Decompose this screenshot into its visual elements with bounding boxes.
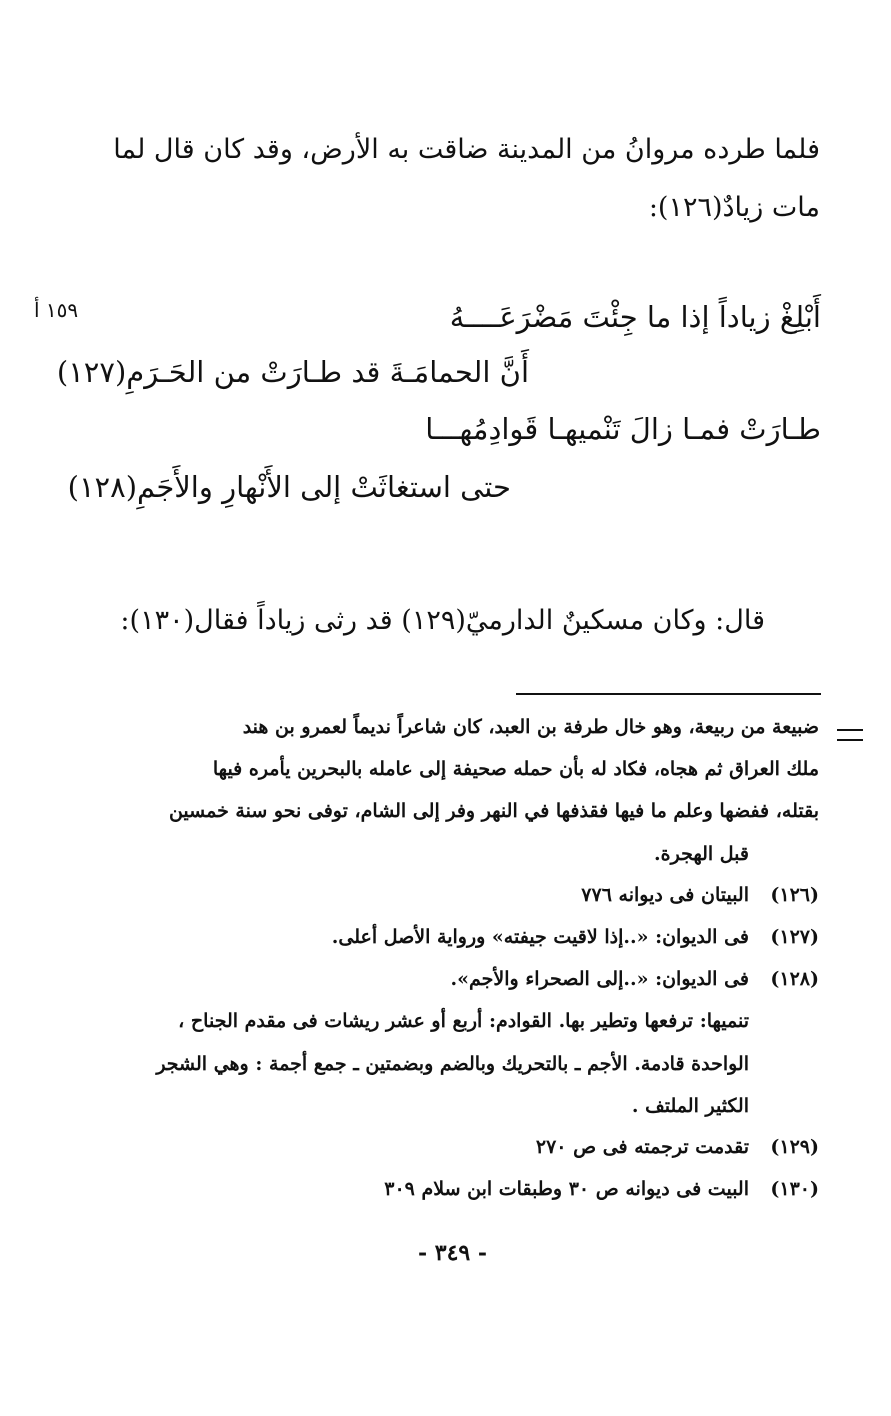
footnote-128-gloss-line-1: تنميها: ترفعها وتطير بها. القوادم: أربع أو عشر ريشات فى مقدم الجناح ، <box>178 1010 749 1032</box>
footnote-text-129: تقدمت ترجمته فى ص ٢٧٠ <box>535 1136 749 1158</box>
continuation-marker <box>837 729 863 741</box>
footnote-number-128: (١٢٨) <box>770 968 819 990</box>
verse-line-2: أَنَّ الحمامَـةَ قد طـارَتْ من الحَـرَمِ(١٢٧) <box>56 355 529 389</box>
verse-line-3: طـارَتْ فمـا زالَ تَنْميهـا قَوادِمُهـــا <box>425 412 821 446</box>
footnote-number-130: (١٣٠) <box>770 1178 819 1200</box>
footnote-continuation-line-2: ملك العراق ثم هجاه، فكاد له بأن حمله صحيفة إلى عامله بالبحرين يأمره فيها <box>212 758 819 780</box>
verse-line-1: أَبْلِغْ زياداً إذا ما جِئْتَ مَضْرَعَــــهُ <box>449 300 821 334</box>
intro-line-1: فلما طرده مروانُ من المدينة ضاقت به الأرض، وقد كان قال لما <box>113 134 820 165</box>
footnote-continuation-line-4: قبل الهجرة. <box>654 843 749 865</box>
page-number: - ٣٤٩ - <box>418 1240 488 1266</box>
footnote-continuation-line-3: بقتله، ففضها وعلم ما فيها فقذفها في النهر وفر إلى الشام، توفى نحو سنة خمسين <box>168 800 819 822</box>
intro-line-2: مات زيادٌ(١٢٦): <box>648 192 820 223</box>
footnote-text-127: فى الديوان: «..إذا لاقيت جيفته» ورواية الأصل أعلى. <box>331 926 749 948</box>
footnote-text-126: البيتان فى ديوانه ٧٧٦ <box>581 884 749 906</box>
footnote-text-128: فى الديوان: «..إلى الصحراء والأجم». <box>450 968 749 990</box>
footnote-128-gloss-line-2: الواحدة قادمة. الأجم ـ بالتحريك وبالضم وبضمتين ـ جمع أجمة : وهي الشجر <box>156 1053 749 1075</box>
footnote-text-130: البيت فى ديوانه ص ٣٠ وطبقات ابن سلام ٣٠٩ <box>384 1178 749 1200</box>
footnote-rule <box>516 693 821 695</box>
closing-line: قال: وكان مسكينٌ الدارميّ(١٢٩) قد رثى زياداً فقال(١٣٠): <box>120 605 765 636</box>
verse-line-4: حتى استغاثَتْ إلى الأَنْهارِ والأَجَمِ(١٢٨) <box>67 470 511 504</box>
footnote-number-129: (١٢٩) <box>770 1136 819 1158</box>
footnote-number-126: (١٢٦) <box>770 884 819 906</box>
footnote-number-127: (١٢٧) <box>770 926 819 948</box>
footnote-continuation-line-1: ضبيعة من ربيعة، وهو خال طرفة بن العبد، كان شاعراً نديماً لعمرو بن هند <box>242 716 819 738</box>
footnote-128-gloss-line-3: الكثير الملتف . <box>631 1095 749 1117</box>
margin-folio-ref: ١٥٩ أ <box>34 298 79 322</box>
